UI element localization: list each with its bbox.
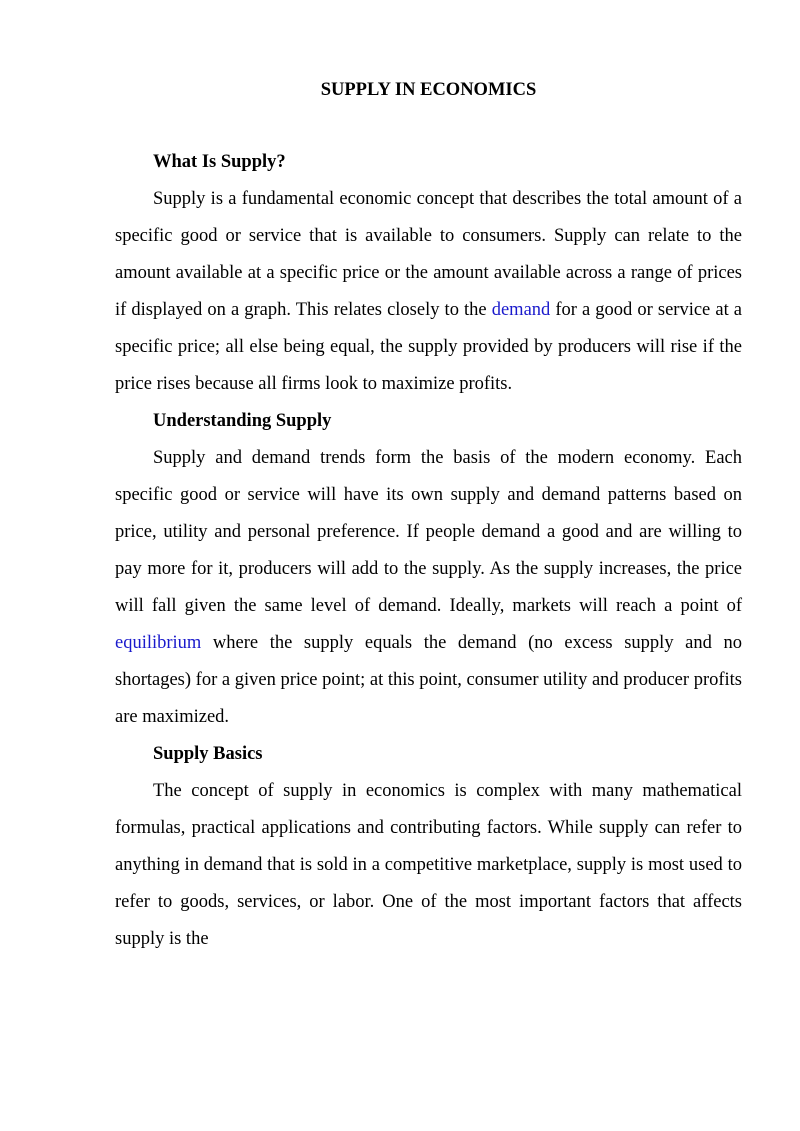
document-title: SUPPLY IN ECONOMICS — [320, 80, 537, 100]
paragraph-text: where the supply equals the demand (no excess supply and no shortages) for a given price point; at this point, consumer utility and producer profits are maximized. — [115, 633, 742, 727]
section-paragraph-supply-basics: The concept of supply in economics is complex with many mathematical formulas, practical applications and contributing factors. While supply can refer to anything in demand that is sold in a competitive marketplace, supply is most used to refer to goods, services, or labor. One of the most important factors that affects supply is the — [115, 781, 742, 949]
equilibrium-link[interactable]: equilibrium — [115, 633, 202, 653]
section-heading-what-is-supply: What Is Supply? — [153, 152, 286, 172]
paragraph-text: for a good or service at a specific price; all else being equal, the supply provided by producers will rise if the price rises because all firms look to maximize profits. — [115, 300, 742, 394]
demand-link[interactable]: demand — [491, 300, 551, 320]
section-paragraph-what-is-supply — [115, 181, 742, 403]
paragraph-text: Supply and demand trends form the basis of the modern economy. Each specific good or service will have its own supply and demand patterns based on price, utility and personal preference. If people demand a good and are willing to pay more for it, producers will add to the supply. As the supply increases, the price will fall given the same level of demand. Ideally, markets will reach a point of — [115, 448, 742, 616]
document-page — [115, 78, 742, 958]
section-paragraph-understanding-supply — [115, 440, 742, 736]
section-heading-understanding-supply: Understanding Supply — [153, 411, 332, 431]
paragraph-text: Supply is a fundamental economic concept that describes the total amount of a specific good or service that is available to consumers. Supply can relate to the amount available at a specific price or the amount available across a range of prices if displayed on a graph. This relates closely to the — [115, 189, 742, 320]
section-heading-supply-basics: Supply Basics — [153, 744, 263, 764]
